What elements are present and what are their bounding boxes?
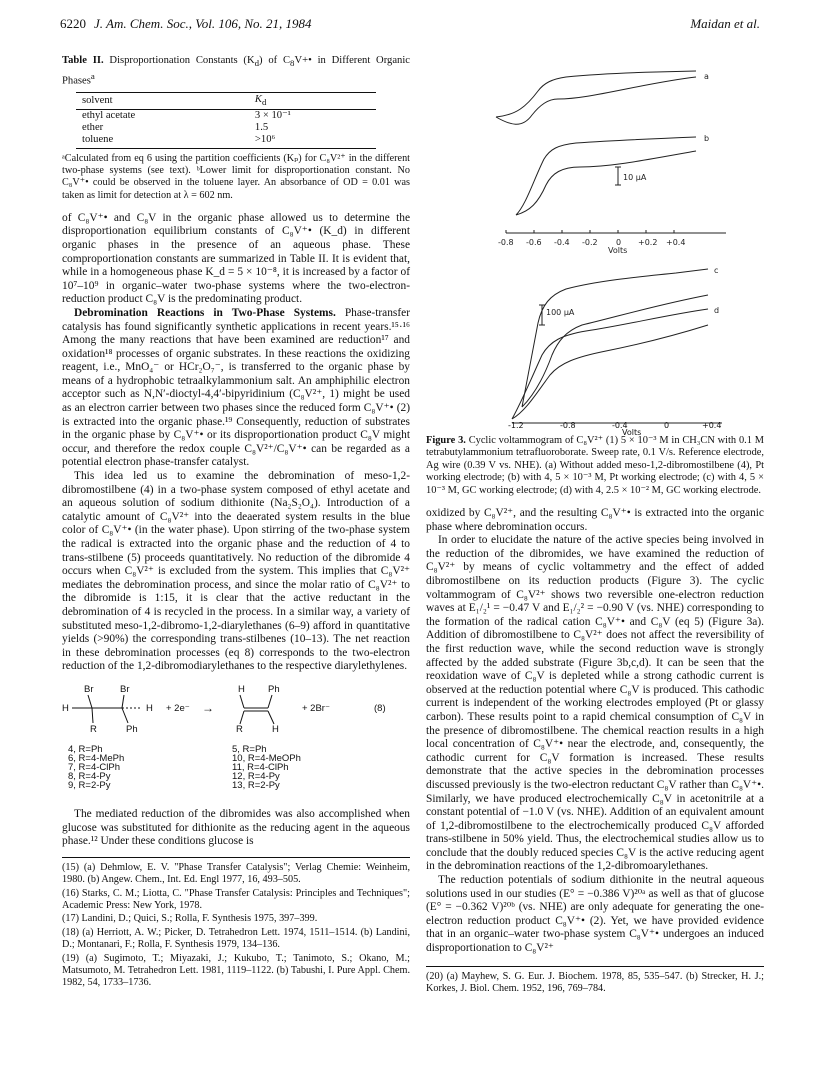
journal-citation: J. Am. Chem. Soc., Vol. 106, No. 21, 1984 xyxy=(94,16,312,31)
right-references xyxy=(426,966,764,996)
cell-solvent: toluene xyxy=(76,134,249,149)
tick-label: +0.4 xyxy=(666,238,686,247)
label-r-bottom: R xyxy=(236,723,243,735)
cell-kd: >10⁶ xyxy=(249,134,376,149)
compound-4: 4, R=Ph xyxy=(68,743,103,755)
tick-label: +0.2 xyxy=(638,238,658,247)
axis-unit-top: Volts xyxy=(608,246,628,255)
label-a: a xyxy=(704,72,709,81)
running-header xyxy=(60,16,760,36)
label-r-left: R xyxy=(90,723,97,735)
reference: (18) (a) Herriott, A. W.; Picker, D. Tetrahedron Lett. 1974, 1511–1514. (b) Landini, D.; Montanari, F.; Rolla, F. Synthesis 1979, 134–136. xyxy=(62,926,410,951)
tick-label: -0.8 xyxy=(560,421,576,430)
label-d: d xyxy=(714,306,720,315)
table-caption-text: Disproportionation Constants (K xyxy=(109,55,255,66)
tick-label: -0.4 xyxy=(554,238,570,247)
table-row xyxy=(76,122,376,134)
label-ph-top: Ph xyxy=(268,683,280,695)
reaction-arrow: → xyxy=(202,700,214,715)
voltammogram-figure xyxy=(426,55,764,425)
reaction-diagram xyxy=(62,682,410,800)
figure-3 xyxy=(426,55,764,425)
tick-label: -0.6 xyxy=(526,238,542,247)
header-authors: Maidan et al. xyxy=(690,16,760,31)
cell-solvent: ether xyxy=(82,121,104,133)
equation-number: (8) xyxy=(374,702,386,714)
table-row xyxy=(76,109,376,122)
paragraph-text: Phase-transfer catalysis has found significantly synthetic applications in recent years.¹⁵·¹⁶ Among the many reactions that have been examined are reduction¹⁷ and oxidation¹⁸ processes of organic substrates. In these reactions the oxidizing reagent, i.e., MnO₄⁻ or HCr₂O₇⁻, is transferred to the organic phase by means of a hydrophobic tetraalkylammonium salt. An amphiphilic electron acceptor such as N,N′-dioctyl-4,4′-bipyridinium (C₈V²⁺, 1) might be used as an electron carrier between two phases since the reduced form C₈V⁺• (2) is extracted into the organic phase.¹⁹ Consequently, reduction of substrates in the organic phase by C₈V⁺• or its disproportionation product C₈V might occur, and therefore the redox couple C₈V²⁺/C₈V⁺• can be regarded as a potential electron phase-transfer catalyst. xyxy=(62,306,410,469)
scale-label-top: 10 μA xyxy=(623,173,647,182)
compound-13: 13, R=2-Py xyxy=(232,779,280,791)
label-c: c xyxy=(714,266,719,275)
label-h-bottom: H xyxy=(272,723,279,735)
reference: (20) (a) Mayhew, S. G. Eur. J. Biochem. 1978, 85, 535–547. (b) Strecker, H. J.; Korkes, J. Biol. Chem. 1952, 196, 769–784. xyxy=(426,970,764,995)
reference: (17) Landini, D.; Quici, S.; Rolla, F. Synthesis 1975, 397–399. xyxy=(62,913,318,925)
tick-label: +0.4 xyxy=(702,421,722,430)
figure-label: Figure 3. xyxy=(426,435,466,446)
reference: (19) (a) Sugimoto, T.; Miyazaki, J.; Kukubo, T.; Tanimoto, S.; Okano, M.; Matsumoto, M. Tetrahedron Lett. 1981, 1119–1122. (b) Tabushi, I. Pure Appl. Chem. 1982, 54, 1733–1736. xyxy=(62,952,410,989)
paragraph xyxy=(62,307,410,470)
left-column xyxy=(62,55,410,991)
tick-label: -0.4 xyxy=(612,421,628,430)
paragraph: The reduction potentials of sodium dithionite in the neutral aqueous solutions used in our studies (E° = −0.386 V)²⁰ᵃ as well as that of glucose (E° = −0.362 V)²⁰ᵇ (vs. NHE) are only adequate for generating the one-electron reduction product C₈V⁺• (2). Yet, we have provided evidence that in an organic–water two-phase system C₈V⁺• undergoes an induced disproportionation to C₈V²⁺ xyxy=(426,874,764,955)
label-plus-e: + 2e⁻ xyxy=(166,702,190,714)
data-table xyxy=(76,92,376,149)
compound-9: 9, R=2-Py xyxy=(68,779,111,791)
tick-label: -1.2 xyxy=(508,421,524,430)
axis-unit-bottom: Volts xyxy=(622,428,642,437)
tick-label: -0.8 xyxy=(498,238,514,247)
table-caption-text-2: ) of C xyxy=(259,55,291,66)
compound-11: 11, R=4-ClPh xyxy=(232,761,289,773)
paragraph: The mediated reduction of the dibromides was also accomplished when glucose was substituted for dithionite as the reducing agent in the aqueous phase.¹² Under these conditions glucose is xyxy=(62,807,410,848)
tick-label: 0 xyxy=(616,238,622,247)
scale-label-bottom: 100 μA xyxy=(546,308,575,317)
label-h-top: H xyxy=(238,683,245,695)
label-ph-left: Ph xyxy=(126,723,138,735)
compound-10: 10, R=4-MeOPh xyxy=(232,752,301,764)
compound-6: 6, R=4-MePh xyxy=(68,752,125,764)
right-column xyxy=(426,55,764,996)
tick-label: 0 xyxy=(664,421,670,430)
compound-5: 5, R=Ph xyxy=(232,743,267,755)
reaction-scheme xyxy=(62,682,410,800)
left-references xyxy=(62,857,410,990)
bottom-panel-curves xyxy=(512,269,722,423)
paragraph: oxidized by C₈V²⁺, and the resulting C₈V⁺• is extracted into the organic phase where debromination occurs. xyxy=(426,507,764,533)
curve-c xyxy=(522,269,708,407)
tick-label: -0.2 xyxy=(582,238,598,247)
reference: (16) Starks, C. M.; Liotta, C. "Phase Transfer Catalysis: Principles and Techniques"; Academic Press: New York, 1978. xyxy=(62,887,410,911)
table-footnote: ᵃCalculated from eq 6 using the partition coefficients (Kₚ) for C₈V²⁺ in the different two-phase systems (see text). ᵇLower limit for disproportionation constant. No C₈V⁺• could be observed in the toluene layer. An absorbance of OD = 0.01 was taken as limit for detection at λ = 602 nm. xyxy=(62,152,410,201)
page-number: 6220 xyxy=(60,16,86,31)
table-row xyxy=(76,134,376,149)
label-br-1: Br xyxy=(84,683,94,695)
paragraph: In order to elucidate the nature of the active species being involved in the reduction of the dibromides, we have examined the reduction of C₈V²⁺ by means of cyclic voltammetry and the effect of added dibromostilbene on its reduction products (Figure 3). The cyclic voltammogram of C₈V²⁺ shows two reversible one-electron reduction waves at E₁/₂¹ = −0.47 V and E₁/₂² = −0.90 V (vs. NHE) corresponding to the formation of the radical cation C₈V⁺• and C₈V (eq 5) (Figure 3a). Addition of dibromostilbene to C₈V²⁺ does not affect the reversibility of the first reduction wave, while the second reduction wave is strongly affected by the added substrate (Figure 3b,c,d). It can be seen that the reoxidation wave of C₈V is depleted while a strong cathodic current is observed at the reduction potential where C₈V is produced. This cathodic current is independent of the working electrodes employed (Pt or glassy carbon). These results point to a rapid chemical consumption of C₈V in the presence of dibromostilbene. The chemical reaction results in a high local concentration of C₈V⁺• near the electrode, and, consequently, the cathodic current for C₈V formation is increased. These results demonstrate that the active species in the debromination processes discussed previously is the two-electron reductant C₈V rather than C₈V⁺•. Similarly, we have produced electrochemically C₈V in acetonitrile at a constant potential of −1.0 V (vs. NHE). Addition of an equivalent amount of 1,2-dibromostilbene to the electrochemically produced C₈V afforded trans-stilbene in 50% yield. Thus, the electrochemical studies allow us to conclude that the doubly reduced species C₈V is the active reducing agent in the debromination reactions of the 1,2-dibromoarylethanes. xyxy=(426,534,764,873)
paragraph: of C₈V⁺• and C₈V in the organic phase allowed us to determine the disproportionation equilibrium constants of C₈V⁺• (K_d) in different organic phases in the presence of an aqueous phase. These comproportionation constants are summarized in Table II. It is evident that, while in a homogeneous phase K_d = 5 × 10⁻⁸, it is increased by a factor of 10⁷–10⁹ in organic–water two-phase systems where the two-electron-reduction product C₈V is the predominating product. xyxy=(62,211,410,306)
dibromide-skeleton xyxy=(72,695,142,723)
cell-kd: 3 × 10⁻¹ xyxy=(254,109,291,121)
compound-8: 8, R=4-Py xyxy=(68,770,111,782)
cell-solvent: ethyl acetate xyxy=(82,109,136,121)
label-br-2: Br xyxy=(120,683,130,695)
bottom-axis-labels xyxy=(426,419,764,437)
table-caption-text-3: V+• in Different Organic Phases xyxy=(62,55,410,87)
label-plus-br: + 2Br⁻ xyxy=(302,702,330,714)
table-label: Table II. xyxy=(62,55,104,66)
label-b: b xyxy=(704,134,710,143)
figure-caption xyxy=(426,435,764,497)
curve-a xyxy=(496,71,696,124)
compound-7: 7, R=4-ClPh xyxy=(68,761,121,773)
column-header-kd: $K_d$ xyxy=(249,92,376,109)
label-h-left: H xyxy=(62,702,69,714)
compound-12: 12, R=4-Py xyxy=(232,770,280,782)
column-header-solvent: solvent xyxy=(76,92,249,109)
top-panel-curves xyxy=(496,71,726,233)
table-caption: Table II. Disproportionation Constants $(K_d)$ of $C_8V+•$ in Different Organic Phases$^a$ xyxy=(62,55,410,87)
paragraph: This idea led us to examine the debromination of meso-1,2-dibromostilbene (4) in a two-phase system composed of ethyl acetate and an aqueous solution of sodium dithionite (Na₂S₂O₄). Introduction of a catalytic amount of C₈V²⁺ into the deaerated system results in the blue color of C₈V⁺• (in the water phase). Upon stirring of the two-phase system the radical is extracted into the organic phase and the reduction of 4 to trans-stilbene (5) proceeds quantitatively. No reduction of the dibromide 4 occurs when C₈V²⁺ is excluded from the system. This implies that C₈V²⁺ mediates the debromination process, and since the molar ratio of C₈V²⁺ to the dibromide is 1:15, it is clear that the active reductant in the debromination of 4 is recycled in the process. In a similar way, a variety of substituted meso-1,2-dibromo-1,2-diarylethanes (6–9) afford in quantitative yields (>90%) the corresponding trans-stilbenes (10–13). The net reaction in these debromination processes (eq 8) corresponds to the two-electron reduction of the 1,2-dibromodiarylethanes to the respective diarylethylenes. xyxy=(62,470,410,673)
cell-kd: 1.5 xyxy=(254,121,269,133)
figure-caption-text: Cyclic voltammogram of C₈V²⁺ (1) 5 × 10⁻³ M in CH₃CN with 0.1 M tetrabutylammonium tetrafluoroborate. Sweep rate, 0.1 V/s. Reference electrode, Ag wire (0.39 V vs. NHE). (a) Without added meso-1,2-dibromostilbene (4), Pt working electrode; (b) with 4, 5 × 10⁻³ M, Pt working electrode; (c) with 4, 5 × 10⁻³ M, GC working electrode; (d) with 4, 2.5 × 10⁻² M, GC working electrode. xyxy=(426,435,765,496)
stilbene-skeleton xyxy=(240,695,274,724)
reference: (15) (a) Dehmlow, E. V. "Phase Transfer Catalysis"; Verlag Chemie: Weinheim, 1980. (b) Angew. Chem., Int. Ed. Engl 1977, 16, 493–505. xyxy=(62,861,410,886)
curve-b xyxy=(516,137,696,215)
label-h-right: H xyxy=(146,702,153,714)
section-heading: Debromination Reactions in Two-Phase Systems. xyxy=(74,306,336,319)
header-left xyxy=(60,16,312,32)
